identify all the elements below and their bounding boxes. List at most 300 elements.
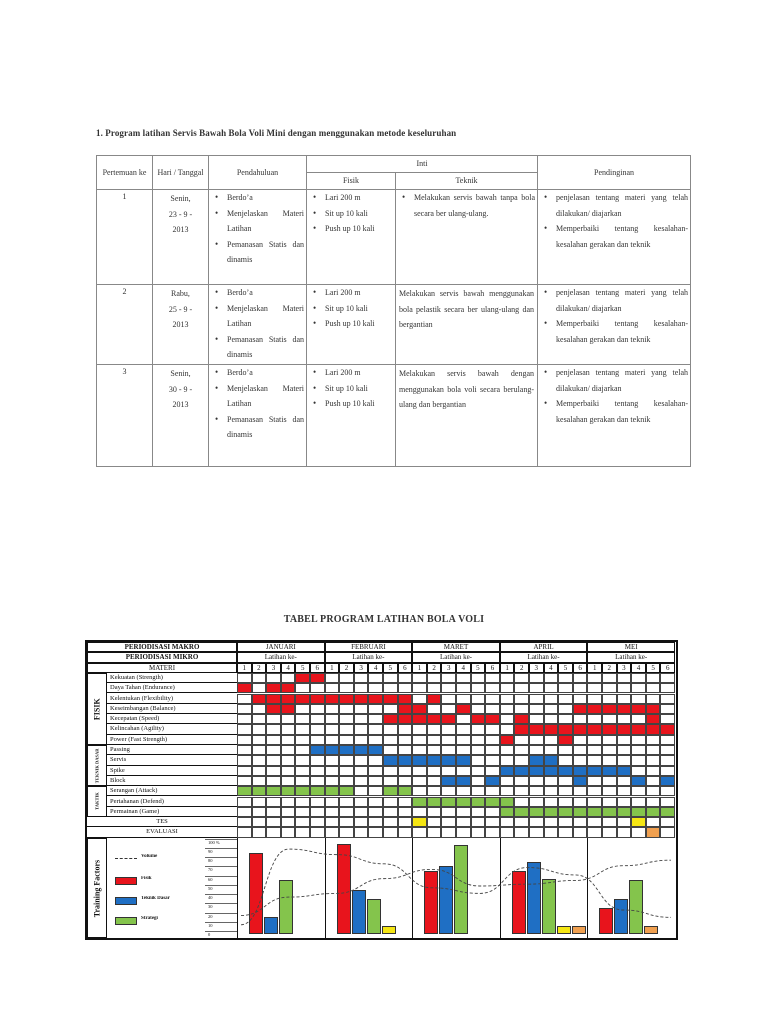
schedule-cell — [544, 673, 559, 683]
session-number: 2 — [97, 285, 153, 365]
schedule-cell — [558, 797, 573, 807]
schedule-cell — [617, 745, 632, 755]
schedule-cell — [587, 735, 602, 745]
schedule-cell — [368, 755, 383, 765]
schedule-cell — [354, 714, 369, 724]
schedule-cell — [354, 735, 369, 745]
list-item: • Memperbaiki tentang kesalahan-kesalahan gerakan dan teknik — [538, 221, 688, 252]
schedule-cell-filled — [281, 786, 296, 796]
schedule-cell — [573, 797, 588, 807]
schedule-cell — [631, 694, 646, 704]
schedule-cell — [295, 817, 310, 827]
schedule-cell — [544, 797, 559, 807]
schedule-cell — [500, 776, 515, 786]
materi-row-label: Kecepatan (Speed) — [107, 714, 237, 724]
schedule-cell — [544, 786, 559, 796]
schedule-cell — [339, 827, 354, 837]
materi-row-label: Serangan (Attack) — [107, 786, 237, 796]
schedule-cell — [266, 755, 281, 765]
schedule-cell — [631, 827, 646, 837]
schedule-cell-filled — [325, 745, 340, 755]
schedule-cell — [310, 817, 325, 827]
legend-swatch-teknik — [115, 897, 137, 905]
schedule-cell-filled — [529, 766, 544, 776]
schedule-cell-filled — [646, 724, 661, 734]
scale-tick: 10 — [205, 922, 237, 929]
schedule-cell — [252, 683, 267, 693]
schedule-cell — [266, 673, 281, 683]
schedule-cell — [514, 694, 529, 704]
schedule-cell — [281, 807, 296, 817]
list-item: • Berdo’a — [209, 365, 304, 381]
schedule-cell — [631, 735, 646, 745]
schedule-cell — [646, 755, 661, 765]
schedule-cell-filled — [339, 745, 354, 755]
schedule-cell — [617, 714, 632, 724]
schedule-cell — [485, 755, 500, 765]
week-number: 2 — [602, 663, 617, 673]
schedule-cell — [383, 724, 398, 734]
schedule-cell-filled — [412, 704, 427, 714]
schedule-cell-filled — [398, 714, 413, 724]
materi-row-label: Servis — [107, 755, 237, 765]
schedule-cell — [456, 735, 471, 745]
schedule-cell-filled — [398, 694, 413, 704]
schedule-cell — [310, 704, 325, 714]
schedule-cell — [295, 704, 310, 714]
schedule-cell — [383, 797, 398, 807]
schedule-cell — [237, 817, 252, 827]
schedule-cell — [281, 724, 296, 734]
scale-tick: 100 % — [205, 839, 237, 846]
evaluasi-cell-filled — [646, 827, 661, 837]
materi-row-label: Kelincahan (Agility) — [107, 724, 237, 734]
session-row — [97, 365, 691, 467]
schedule-cell — [281, 673, 296, 683]
schedule-cell — [500, 683, 515, 693]
list-item: • penjelasan tentang materi yang telah dilakukan/ diajarkan — [538, 190, 688, 221]
schedule-cell — [383, 807, 398, 817]
month-header: FEBRUARI — [325, 642, 413, 652]
schedule-cell — [500, 786, 515, 796]
schedule-cell — [456, 817, 471, 827]
week-number: 2 — [514, 663, 529, 673]
schedule-cell-filled — [602, 724, 617, 734]
schedule-cell — [456, 714, 471, 724]
schedule-cell — [266, 766, 281, 776]
schedule-cell — [252, 827, 267, 837]
list-item: • Push up 10 kali — [307, 396, 393, 412]
schedule-cell-filled — [383, 714, 398, 724]
teknik-text: Melakukan servis bawah menggunakan bola pelastik secara ber ulang-ulang dan bergantian — [399, 289, 535, 329]
schedule-cell-filled — [310, 745, 325, 755]
schedule-cell — [252, 673, 267, 683]
week-number: 5 — [295, 663, 310, 673]
evaluasi-label: EVALUASI — [87, 827, 237, 837]
schedule-cell — [602, 786, 617, 796]
schedule-cell — [500, 755, 515, 765]
schedule-cell-filled — [646, 807, 661, 817]
schedule-cell — [544, 704, 559, 714]
schedule-cell-filled — [485, 776, 500, 786]
schedule-cell — [368, 807, 383, 817]
schedule-cell — [281, 827, 296, 837]
date-date: 25 - 9 - — [168, 304, 193, 314]
schedule-cell — [602, 714, 617, 724]
date-date: 30 - 9 - — [168, 384, 193, 394]
schedule-cell — [252, 817, 267, 827]
schedule-cell — [631, 745, 646, 755]
schedule-cell-filled — [544, 755, 559, 765]
week-number: 1 — [587, 663, 602, 673]
schedule-cell — [339, 714, 354, 724]
schedule-cell-filled — [281, 694, 296, 704]
schedule-cell — [325, 817, 340, 827]
date-year: 2013 — [172, 400, 189, 409]
month-header: MEI — [587, 642, 675, 652]
schedule-cell-filled — [602, 766, 617, 776]
schedule-cell — [646, 735, 661, 745]
schedule-cell — [383, 704, 398, 714]
factor-bar-fisik — [249, 853, 263, 934]
schedule-cell — [514, 817, 529, 827]
schedule-cell — [500, 817, 515, 827]
factor-bar-teknik — [439, 866, 453, 934]
schedule-cell — [325, 827, 340, 837]
week-number: 4 — [368, 663, 383, 673]
schedule-cell-filled — [471, 797, 486, 807]
schedule-cell-filled — [573, 766, 588, 776]
schedule-cell-filled — [514, 724, 529, 734]
schedule-cell — [456, 683, 471, 693]
schedule-cell — [339, 735, 354, 745]
schedule-cell — [368, 766, 383, 776]
schedule-cell — [325, 776, 340, 786]
list-item: • Lari 200 m — [307, 190, 393, 206]
schedule-cell — [485, 807, 500, 817]
schedule-cell — [529, 776, 544, 786]
schedule-cell — [602, 683, 617, 693]
schedule-cell-filled — [354, 694, 369, 704]
week-number: 4 — [456, 663, 471, 673]
periodization-chart — [85, 640, 678, 940]
schedule-cell-filled — [485, 797, 500, 807]
schedule-cell — [587, 817, 602, 827]
schedule-cell — [412, 766, 427, 776]
schedule-cell-filled — [631, 704, 646, 714]
schedule-cell — [660, 745, 675, 755]
schedule-cell — [368, 673, 383, 683]
schedule-cell — [266, 776, 281, 786]
schedule-cell — [485, 786, 500, 796]
schedule-cell — [646, 683, 661, 693]
schedule-cell — [514, 776, 529, 786]
schedule-cell — [427, 776, 442, 786]
schedule-cell — [252, 735, 267, 745]
schedule-cell-filled — [354, 745, 369, 755]
schedule-cell-filled — [514, 714, 529, 724]
schedule-cell — [573, 735, 588, 745]
schedule-cell — [587, 745, 602, 755]
header-fisik: Fisik — [307, 173, 396, 190]
schedule-cell-filled — [587, 766, 602, 776]
schedule-cell — [412, 683, 427, 693]
schedule-cell — [427, 786, 442, 796]
schedule-cell — [617, 735, 632, 745]
schedule-cell-filled — [544, 724, 559, 734]
schedule-cell — [266, 817, 281, 827]
schedule-cell — [471, 755, 486, 765]
schedule-cell — [456, 827, 471, 837]
schedule-cell — [252, 755, 267, 765]
schedule-cell — [252, 807, 267, 817]
schedule-cell — [398, 683, 413, 693]
schedule-cell — [456, 786, 471, 796]
schedule-cell — [252, 766, 267, 776]
schedule-cell — [529, 704, 544, 714]
schedule-cell — [398, 766, 413, 776]
schedule-cell — [310, 724, 325, 734]
week-number: 6 — [573, 663, 588, 673]
schedule-cell — [441, 683, 456, 693]
schedule-cell-filled — [398, 786, 413, 796]
schedule-cell — [602, 755, 617, 765]
schedule-cell-filled — [573, 724, 588, 734]
schedule-cell — [398, 724, 413, 734]
materi-label: MATERI — [87, 663, 237, 673]
schedule-cell — [281, 766, 296, 776]
schedule-cell — [237, 797, 252, 807]
schedule-cell-filled — [456, 797, 471, 807]
schedule-cell — [514, 827, 529, 837]
schedule-cell — [354, 807, 369, 817]
schedule-cell — [237, 714, 252, 724]
materi-row-label: Permainan (Game) — [107, 807, 237, 817]
schedule-cell — [310, 714, 325, 724]
schedule-cell — [368, 724, 383, 734]
schedule-cell — [471, 704, 486, 714]
fisik-cell — [307, 285, 396, 365]
schedule-cell — [412, 827, 427, 837]
list-item: • Lari 200 m — [307, 365, 393, 381]
schedule-cell — [354, 766, 369, 776]
schedule-cell — [514, 673, 529, 683]
schedule-cell — [529, 683, 544, 693]
materi-row-label: Kekuatan (Strength) — [107, 673, 237, 683]
list-item: • Lari 200 m — [307, 285, 393, 301]
makro-label: PERIODISASI MAKRO — [87, 642, 237, 652]
schedule-cell — [471, 776, 486, 786]
schedule-cell — [295, 807, 310, 817]
schedule-cell — [295, 724, 310, 734]
schedule-cell — [339, 797, 354, 807]
schedule-cell — [252, 724, 267, 734]
list-item: • Menjelaskan Materi Latihan — [209, 206, 304, 237]
schedule-cell — [310, 755, 325, 765]
teknik-text: Melakukan servis bawah dengan menggunakan bola voli secara berulang-ulang dan bergantian — [399, 369, 535, 409]
schedule-cell — [281, 755, 296, 765]
scale-tick: 60 — [205, 876, 237, 883]
schedule-cell — [573, 755, 588, 765]
list-item: • penjelasan tentang materi yang telah dilakukan/ diajarkan — [538, 285, 688, 316]
schedule-cell — [237, 724, 252, 734]
schedule-cell — [587, 673, 602, 683]
schedule-cell — [266, 724, 281, 734]
schedule-cell — [427, 766, 442, 776]
schedule-cell — [441, 673, 456, 683]
schedule-cell — [456, 724, 471, 734]
week-number: 3 — [617, 663, 632, 673]
session-date — [153, 190, 209, 285]
schedule-cell — [529, 745, 544, 755]
schedule-cell-filled — [631, 776, 646, 786]
schedule-cell — [471, 683, 486, 693]
schedule-cell — [441, 694, 456, 704]
schedule-cell — [383, 683, 398, 693]
fisik-cell — [307, 365, 396, 467]
schedule-cell — [485, 766, 500, 776]
schedule-cell — [427, 817, 442, 827]
schedule-cell — [631, 786, 646, 796]
schedule-cell — [514, 755, 529, 765]
schedule-cell — [631, 714, 646, 724]
week-number: 3 — [529, 663, 544, 673]
schedule-cell-filled — [514, 766, 529, 776]
week-number: 2 — [252, 663, 267, 673]
date-day: Senin, — [170, 369, 191, 378]
schedule-cell — [500, 714, 515, 724]
materi-row-label: Power (Fast Strength) — [107, 735, 237, 745]
schedule-cell-filled — [558, 807, 573, 817]
schedule-cell — [412, 807, 427, 817]
week-number: 5 — [471, 663, 486, 673]
schedule-cell — [325, 683, 340, 693]
schedule-cell — [354, 786, 369, 796]
schedule-cell — [237, 807, 252, 817]
fisik-cell — [307, 190, 396, 285]
schedule-cell — [310, 827, 325, 837]
schedule-cell-filled — [631, 807, 646, 817]
schedule-cell-filled — [368, 694, 383, 704]
schedule-cell-filled — [617, 766, 632, 776]
factor-bar-teknik — [352, 890, 366, 934]
date-day: Senin, — [170, 194, 191, 203]
schedule-cell — [646, 797, 661, 807]
schedule-cell — [339, 766, 354, 776]
schedule-cell — [237, 827, 252, 837]
schedule-cell-filled — [295, 673, 310, 683]
schedule-cell — [398, 797, 413, 807]
list-item: • Memperbaiki tentang kesalahan-kesalahan gerakan dan teknik — [538, 316, 688, 347]
factor-bar-taktik — [279, 880, 293, 934]
schedule-cell — [295, 797, 310, 807]
group-label: TAKTIK — [94, 792, 100, 811]
schedule-cell-filled — [660, 724, 675, 734]
schedule-cell-filled — [310, 694, 325, 704]
schedule-cell-filled — [660, 776, 675, 786]
schedule-cell — [660, 673, 675, 683]
schedule-cell — [383, 766, 398, 776]
schedule-cell — [544, 694, 559, 704]
schedule-cell-filled — [295, 786, 310, 796]
schedule-cell — [281, 797, 296, 807]
schedule-cell-filled — [325, 694, 340, 704]
week-number: 1 — [500, 663, 515, 673]
pendinginan-cell — [538, 365, 691, 467]
schedule-cell-filled — [646, 704, 661, 714]
schedule-cell — [310, 807, 325, 817]
scale-tick: 20 — [205, 913, 237, 920]
schedule-cell — [398, 776, 413, 786]
schedule-cell — [558, 827, 573, 837]
legend-label-fisik: Fisik — [141, 875, 152, 881]
schedule-cell — [281, 776, 296, 786]
schedule-cell — [529, 786, 544, 796]
schedule-cell — [573, 786, 588, 796]
schedule-cell — [339, 683, 354, 693]
schedule-cell-filled — [529, 724, 544, 734]
schedule-cell — [660, 755, 675, 765]
list-item: • Berdo’a — [209, 285, 304, 301]
schedule-cell — [529, 797, 544, 807]
schedule-cell — [500, 827, 515, 837]
schedule-cell — [368, 827, 383, 837]
latihan-label: Latihan ke- — [587, 652, 675, 662]
list-item: • Menjelaskan Materi Latihan — [209, 381, 304, 412]
schedule-cell-filled — [500, 807, 515, 817]
schedule-cell — [266, 807, 281, 817]
schedule-cell — [354, 797, 369, 807]
schedule-cell — [237, 673, 252, 683]
section-title: 1. Program latihan Servis Bawah Bola Voli Mini dengan menggunakan metode keseluruhan — [96, 128, 457, 138]
materi-row-label: Keseimbangan (Balance) — [107, 704, 237, 714]
schedule-cell-filled — [325, 786, 340, 796]
schedule-cell-filled — [617, 704, 632, 714]
schedule-cell — [529, 673, 544, 683]
latihan-label: Latihan ke- — [500, 652, 588, 662]
schedule-cell-filled — [237, 683, 252, 693]
schedule-cell — [471, 745, 486, 755]
schedule-cell — [617, 817, 632, 827]
schedule-cell-filled — [558, 766, 573, 776]
schedule-cell — [456, 694, 471, 704]
week-number: 4 — [631, 663, 646, 673]
schedule-cell — [427, 724, 442, 734]
list-item: • Sit up 10 kali — [307, 381, 393, 397]
schedule-cell-filled — [383, 786, 398, 796]
schedule-cell-filled — [456, 755, 471, 765]
schedule-cell — [441, 704, 456, 714]
schedule-cell — [295, 735, 310, 745]
factor-bar-taktik — [542, 879, 556, 934]
schedule-cell — [412, 786, 427, 796]
schedule-cell — [602, 817, 617, 827]
week-number: 3 — [354, 663, 369, 673]
schedule-cell — [558, 776, 573, 786]
week-number: 6 — [310, 663, 325, 673]
schedule-cell — [471, 673, 486, 683]
latihan-label: Latihan ke- — [412, 652, 500, 662]
schedule-cell — [427, 673, 442, 683]
schedule-cell — [354, 673, 369, 683]
schedule-cell — [529, 735, 544, 745]
month-header: JANUARI — [237, 642, 325, 652]
schedule-cell-filled — [471, 714, 486, 724]
list-item: • Push up 10 kali — [307, 316, 393, 332]
schedule-cell — [558, 817, 573, 827]
schedule-cell — [602, 673, 617, 683]
schedule-cell-filled — [544, 807, 559, 817]
